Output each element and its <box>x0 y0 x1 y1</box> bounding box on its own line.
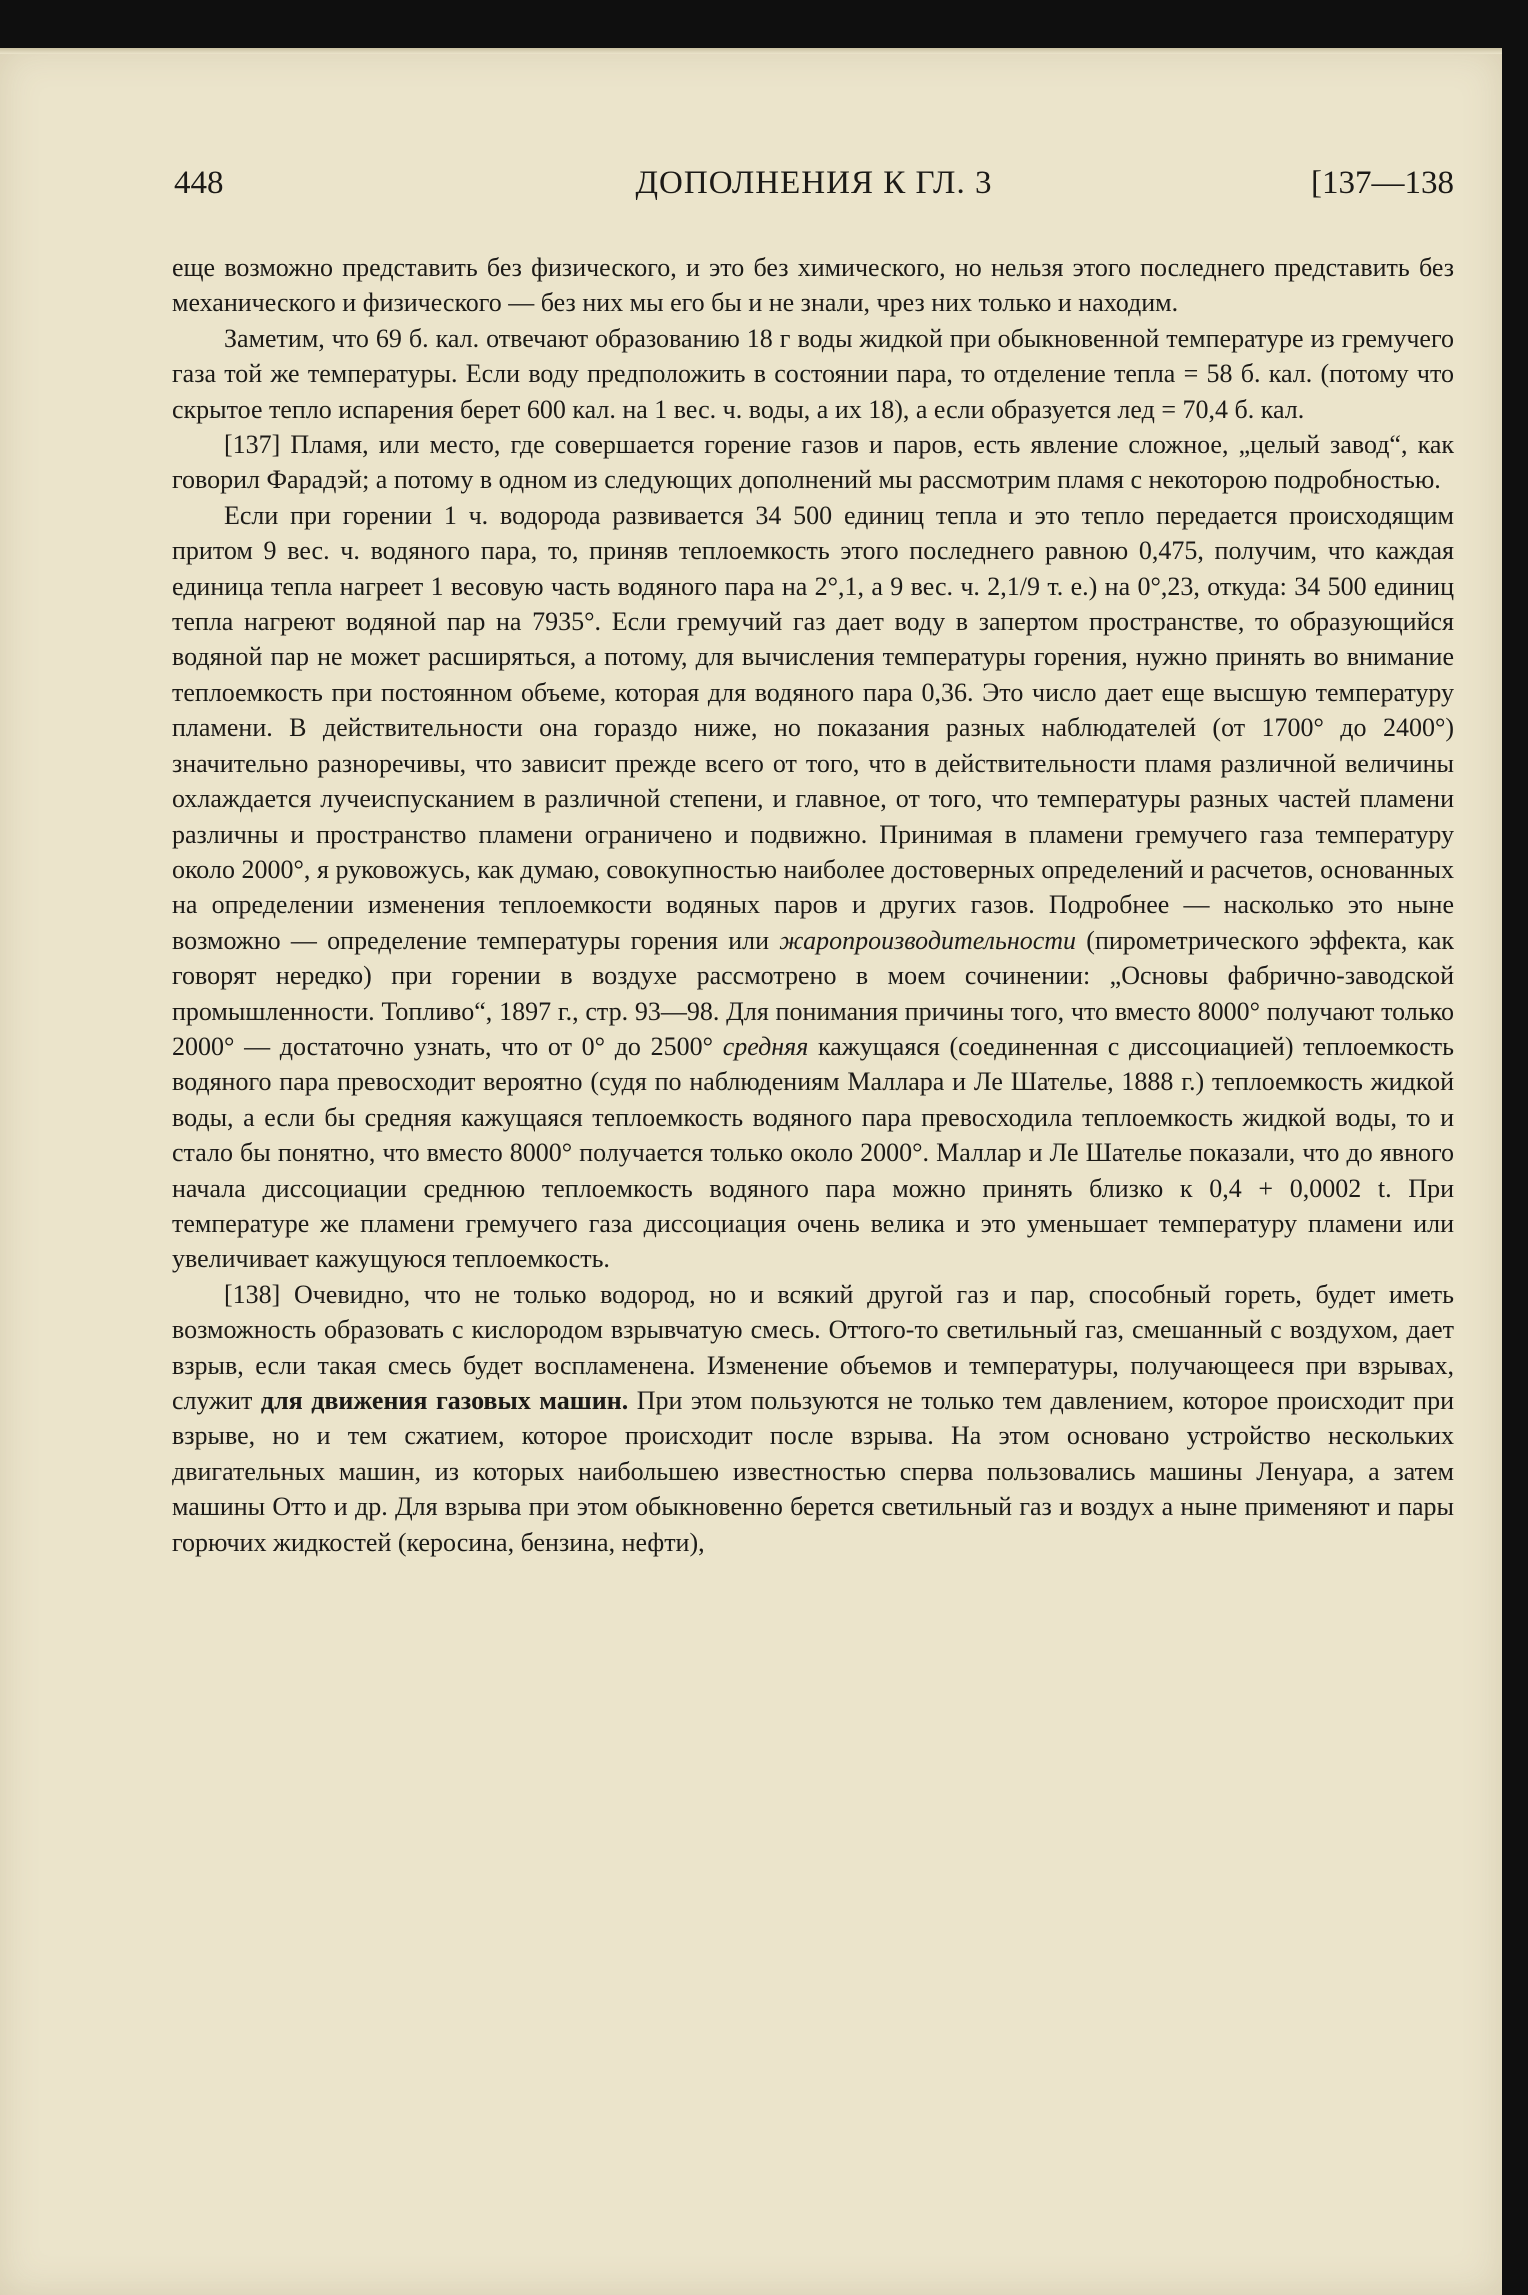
running-head <box>174 165 1454 215</box>
paragraph-flame-temperature <box>172 498 1454 1277</box>
text-run: кажущаяся (соединенная с диссоциацией) теплоемкость водяного пара превосходит вероятно (судя по наблюдениям Маллара и Ле Шателье, 1888 г.) теплоемкость жидкой воды, а если бы средняя кажущаяся теплоемкость водяного пара превосходила теплоемкость жидкой воды, то и стало бы понятно, что вместо 8000° получается только около 2000°. Маллар и Ле Шателье показали, что до явного начала диссоциации среднюю теплоемкость водяного пара можно принять близко к 0,4 + 0,0002 t. При температуре же пламени гремучего газа диссоциация очень велика и это уменьшает температуру пламени или увеличивает кажущуюся теплоемкость. <box>172 1031 1455 1274</box>
body-text <box>172 250 1454 1560</box>
section-range: [137—138 <box>1311 165 1454 201</box>
bold-term-gas-engines: для движения газовых машин. <box>260 1386 629 1415</box>
text-run: При этом пользуются не только тем давлением, которое происходит при взрыве, но и тем сжатием, которое происходит после взрыва. На этом основано устройство нескольких двигательных машин, из которых наибольшею известностью сперва пользовались машины Ленуара, а затем машины Отто и др. Для взрыва при этом обыкновенно берется светильный газ и воздух а ныне применяют и пары горючих жидкостей (керосина, бензина, нефти), <box>172 1386 1454 1557</box>
italic-term-pyrometric: жаропроизводительности <box>779 925 1077 955</box>
italic-term-average: средняя <box>722 1031 809 1061</box>
paragraph-note-138 <box>172 1277 1454 1560</box>
chapter-title: ДОПОЛНЕНИЯ К ГЛ. 3 <box>635 165 993 201</box>
text-run: Если при горении 1 ч. водорода развивается 34 500 единиц тепла и это тепло передается происходящим притом 9 вес. ч. водяного пара, то, приняв теплоемкость этого последнего равною 0,475, получим, что каждая единица тепла нагреет 1 весовую часть водяного пара на 2°,1, а 9 вес. ч. 2,1/9 т. е.) на 0°,23, откуда: 34 500 единиц тепла нагреют водяной пар на 7935°. Если гремучий газ дает воду в запертом пространстве, то образующийся водяной пар не может расширяться, а потому, для вычисления температуры горения, нужно принять во внимание теплоемкость при постоянном объеме, которая для водяного пара 0,36. Это число дает еще высшую температуру пламени. В действительности она гораздо ниже, но показания разных наблюдателей (от 1700° до 2400°) значительно разноречивы, что зависит прежде всего от того, что в действительности пламя различной величины охлаждается лучеиспусканием в различной степени, и главное, от того, что температуры разных частей пламени различны и пространство пламени ограничено и подвижно. Принимая в пламени гремучего газа температуру около 2000°, я руковожусь, как думаю, совокупностью наиболее достоверных определений и расчетов, основанных на определении изменения теплоемкости водяных паров и других газов. Подробнее — насколько это ныне возможно — определение температуры горения или <box>172 500 1454 955</box>
paragraph-note-137: [137] Пламя, или место, где совершается горение газов и паров, есть явление сложное, „целый завод“, как говорил Фарадэй; а потому в одном из следующих дополнений мы рассмотрим пламя с некоторою подробностью. <box>172 430 1454 495</box>
paragraph-continuation: еще возможно представить без физического, и это без химического, но нельзя этого последнего представить без механического и физического — без них мы его бы и не знали, чрез них только и находим. <box>172 253 1454 318</box>
text-run: (пирометрического эффекта, как говорят нередко) при горении в воздухе рассмотрено в моем сочинении: „Основы фабрично-заводской промышленности. Топливо“, 1897 г., стр. 93—98. Для понимания причины того, что вместо 8000° получают только 2000° — достаточно узнать, что от 0° до 2500° <box>172 925 1455 1061</box>
page-number: 448 <box>174 165 224 201</box>
paragraph-water-heat: Заметим, что 69 б. кал. отвечают образованию 18 г воды жидкой при обыкновенной температуре из гремучего газа той же температуры. Если воду предположить в состоянии пара, то отделение тепла = 58 б. кал. (потому что скрытое тепло испарения берет 600 кал. на 1 вес. ч. воды, а их 18), а если образуется лед = 70,4 б. кал. <box>172 323 1454 424</box>
page-edge <box>0 48 1502 54</box>
text-run: [138] Очевидно, что не только водород, но и всякий другой газ и пар, способный гореть, будет иметь возможность образовать с кислородом взрывчатую смесь. Оттого-то светильный газ, смешанный с воздухом, дает взрыв, если такая смесь будет воспламенена. Изменение объемов и температуры, получающееся при взрывах, служит <box>172 1279 1454 1415</box>
